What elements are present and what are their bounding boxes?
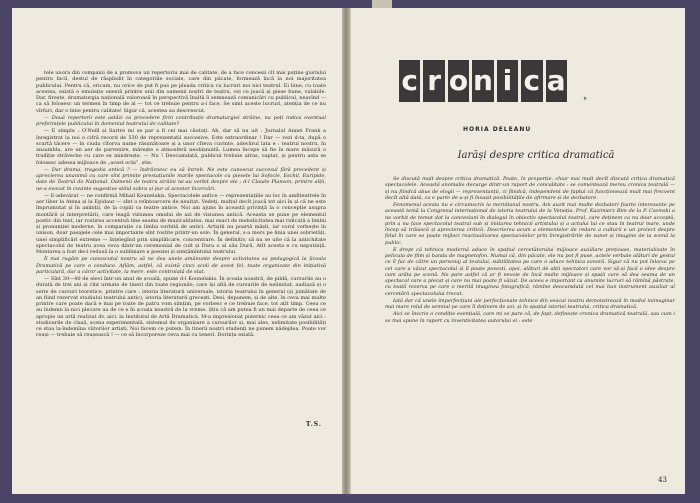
interviewer-question: — Două repertorii este astăzi ca procedere firin contribuție dramaturgiei străine, nu poți indica eventual preferințele publicului în domeniul teatrului de calitate?: [36, 114, 326, 127]
banner-ornament: °: [583, 96, 587, 105]
paragraph: tele unora din companii de a promova un repertoriu mai de calitate, de a face concesii cît mai puține gustului pentru facil, destul de răspîndit în categoriile sociale, care din păcate, formează încă la noi majoritatea publicului. Pentru că, oricum, nu orice de put fi pus pe pleada critica cu lucruri noi nici teatrul. Ei bine, cu toate acestea, există o emulație onestă printre unii din oamenii noștri de teatru, cei ce joacă și piese bune, valabile. Dar, firește, dramaturgia națională valoroasă în perspectivă înaltă îi semnează comunicări cu publicul, neavînd — ca să folosesc un termen în timp de al — tot ce trebuie pentru a-i face. Se simt aceste lucruri, atenția de ce nu vîrfuri, dar o bine pentru calitate! Sigur că, acestea au descrescut.: [36, 70, 326, 114]
paragraph: Aici se înscrie o condiție esențială, care mi se pare că, de fapt, definește cronica dramatică teatrală, sau cum i se mai spune în raport cu inventivitatea autorului ei : este: [385, 311, 675, 324]
paragraph: Fenomenul acesta nu e circumscris la meridianul nostru. Am auzit mai multe dezbateri foarte interesante pe această temă la Congresul internațional de istoria teatrului de la Veneția. Prof. Kazimierz Bim de la P. Czemski a ne vorbit de temut dat la concesiuni în dialogul în obiectiv spectacolul teatral, care deținem ca nu doar acceptă, prin a nu face spectacolul teatral sub și imitarea tehnicii artistului și a actului lui ce stau în teatrul mare, unde încep să trăiască și aprecierea criticii. Descrierea acum a elementelor de redare a culturii e un proiect despre felul în care se poate mijloci reactualizarea spectacolelor prin înregistrările de sunet și imagine de la scenă la public.: [385, 202, 675, 246]
section-title-letter: c: [399, 60, 420, 102]
interviewer-question: Îl mai rugăm pe cunoscutul nostru să ne dea unele amănunte despre activitatea sa pedagogică la Școala Dramatică pe care o conduce. Aflăm, astfel, că există cinci școli de acest fel, toate organizate din inițiativă particulară, dar a căror activitate, la mere, este controlată de stat.: [36, 256, 326, 275]
section-title-letter: i: [497, 60, 518, 102]
page-number: 43: [658, 476, 667, 484]
section-title-banner: [399, 60, 567, 102]
paragraph: — E-adevărat — ne confirmă Mihail Kounelakis, Spectacolele antice — reprezentațiile au loc în amfiteatrele în aer liber la Atena și la Epidaur — sînt o reîntoarcere de neuitat. Vedeți, mulțul decît joacă tot aici în și că ne este împrumutat și în ambiții, de la copiii ca teatre antice. Noi am ajuns în această privință la o concepție asupra montării și interpretării, care leagă viziunea omului de azi de viziunea antică. Aceasta se pune pe elementul poetic din text, iar rostirea accentuă tine seama de muzicalitatea, mai exact de melodicitatea mai ridicată a limbii și pronunției moderne, în comparație cu limba vorbită de antici. Artiștii nu poartă măști, iar corul vorbește în unison, doar pasajele cele mai importante sînt rostite printr-un solo. În general, s-a mers pe linia unei sobrietăți, unei simplificări extreme — înțelegînd prin simplificare, concentrare. În definitiv, să nu se uite că la antichitate spectacolul de teatru avea ceva dintr-un ceremonial de cult și Dura o al său Dură, Atît acesta e cu neputință. Montarea a fost deci redusă la o sublimare a poeziei și simțămîntului teatrului.: [36, 192, 326, 255]
right-page: [350, 8, 685, 494]
section-title-letter: r: [423, 60, 444, 102]
article-title: Iarăși despre critica dramatică: [457, 150, 615, 161]
paragraph: E drept că tehnica modernă aduce în spațiul cercetătorului mijloace auxiliare prețioase, materializate în pelicula de film și banda de magnetofon. Numai că, din păcate, ele nu pot fi puse, actele verbale alături de gestul ce îl fac de către un personaj al textului, subtilitatea pe care o aduce tehnica sonoră. Sigur că nu pot înlocui pe cel care a văzut spectacolul și îl poate povesti, apoi, alături de alții spectatori care vor să-și facă o idee despre cum arăta pe scenă. Ne pare astfel că ar fi nevoie de încă multe mijloace și spații care să dea seama de un spectacol care a plecat și care nu mai poate fi văzut. De aceea e important ca anumite lucruri să rămînă păstrate, cu toată rezerva pe care o merită imaginea fotografică, rămîne deocamdată cel mai bun instrument auxiliar al cercetării spectacolului trecut.: [385, 246, 675, 297]
section-title-letter: a: [546, 60, 567, 102]
paragraph: Iată dar că unele imperfecțiuni ale perfecționate tehnice din veacul nostru demonstrează în modul inimaginar mai mare rolul de semnul pe care îl deținem de azi, și în spațiul istoriei teatrului, critica dramatică.: [385, 297, 675, 310]
paragraph: Se discută mult despre critica dramatică. Poate, în proporție, chiar mai mult decît discută critica dramatică spectacolele. Această anomalie decurge dintr-un raport de concalitate : se comentează mereu cronica teatrală — și nu fiindcă abus de elogii — reprezentanții, ci fiindcă, independent de faptul că funcționează mult mai frecvent decît altă dată, ca e parte de a-și fi însușit posibilitățile de afirmare și de dezbatere.: [385, 176, 675, 201]
signature: T.S.: [306, 421, 322, 428]
section-title-letter: n: [472, 60, 493, 102]
section-title-letter: c: [521, 60, 542, 102]
book-gutter: [342, 8, 350, 494]
paragraph: — Sînt 30—40 de elevi într-un anul de școală, spune d-l Kounelakis. În școala noastră, de pildă, cursurile au o durată de trei ani și cînt urmate de tineri din toate regiunile, care își află de cursurile de nelimitat, audiază și o serie de cursuri teoretice, printre care : istoria literaturii universale, istoria teatrului în general (și jumătate de an fiind rezervat studiului teatrului antic), istoria literaturii grecești. Desi, depunem, și de alte, în ceva mai multe printre care poate dacă e mai pe toate de patru vom simțim, pe vorbesc e ce trebuie face, tot atît timp. Ceea ce au îndemn la nici plecare au de ce e în școala noastră de la vreme. Știu că am putea fi un mai departe de ceea ce apropie un artă realizat dv. aici. la Institutul de Artă Dramatică. M-a impresionat puternic ceea ce am văzut aici : studiourile de clasă, scena experimentală, sistemul de organizare a cursurilor și, mai ales, nelimitate posibilități ce stau la-îndemîna viitorilor artiști. Noi facem ce putem. În tinerii noștri studenți ne punem nădejdea. Poate vor reuși — trebuie să reușească ! — ce să încorporeze ceva mai cu teneri. Dorința există.: [36, 276, 326, 339]
right-page-text: [385, 176, 675, 325]
left-page-text: [36, 70, 326, 340]
left-page: [12, 8, 343, 494]
interviewer-question: — Dar drama, tragedia antică ? — îndrăznesc eu să întreb. Ne este cunoscut succesul fără precedent și aprecierea unanimă cu care sînt primite prestațiunile marile spectacole cu piesele lui Sofocle, Eschil, Euripide, date de Teatrul de Național. Oamenii de teatru străini ne-au vorbit despre ele ; d-l Claude Planson, printre alții, ne-a evocat în cuvinte sugestive stilul sobru și pur al acestor încercări.: [36, 166, 326, 192]
section-title-letter: o: [448, 60, 469, 102]
paragraph: — E simplu : O'Neill și Sartre mi se par a fi cei mai căutați. Ah, dar să nu uit : Jurnalul Annei Frank a înregistrat la noi o cifră record de 530 de reprezentații succesive. Este extraordinar ! Dar — vezi d-ta, după o scurtă tăcere — în ciuda cîtorva nume răsunătoare și a unor cîteva cuvinte, adevărul lata e : teatrul nostru, în ansamblu, are un aer de parvenire, mărește o atmosferă neobișnuită. Lumea începe să fie în mare măsură o tradiție străveche cu care se mindrește. — Nu ! Deocamdată, publicul trebuie atras, captat, și pentru asta se folosesc adesea mijloace de „acest ochi”, știe.: [36, 128, 326, 166]
article-author: HORIA DELEANU: [463, 126, 532, 133]
